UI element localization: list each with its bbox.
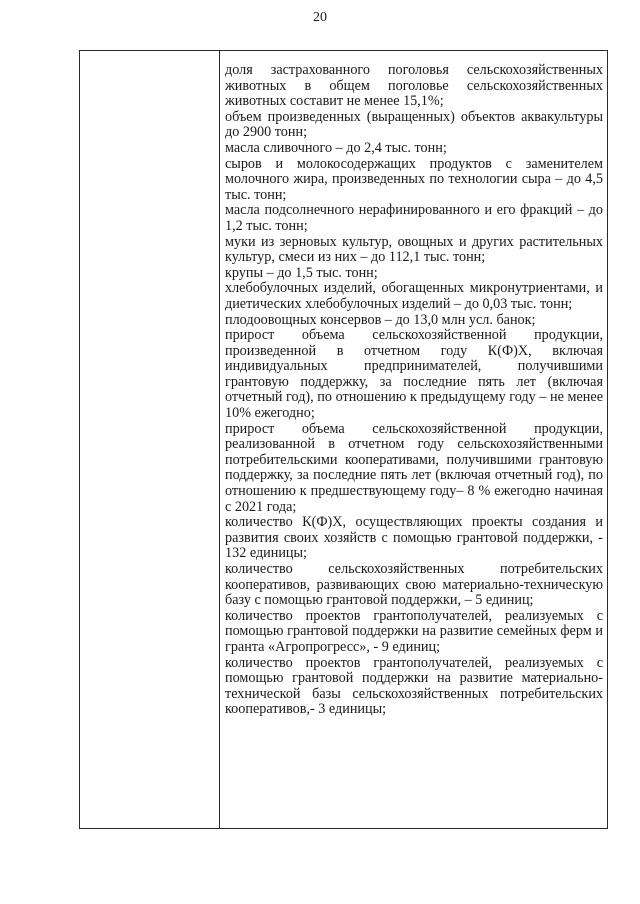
paragraph-sunflower-oil: масла подсолнечного нерафинированного и его фракций – до 1,2 тыс. тонн; <box>225 202 603 234</box>
paragraph-bakery: хлебобулочных изделий, обогащенных микронутриентами, и диетических хлебобулочных изделий – до 0,03 тыс. тонн; <box>225 280 603 312</box>
paragraph-groats: крупы – до 1,5 тыс. тонн; <box>225 264 378 281</box>
paragraph-insured-livestock: доля застрахованного поголовья сельскохозяйственных животных в общем поголовье сельскохозяйственных животных составит не менее 15,1%; <box>225 62 603 110</box>
paragraph-flour: муки из зерновых культур, овощных и других растительных культур, смеси из них – до 112,1 тыс. тонн; <box>225 233 603 266</box>
page-number: 20 <box>313 10 327 25</box>
table-right-cell <box>220 51 607 828</box>
document-table <box>79 50 608 829</box>
paragraph-farm-projects-count: количество К(Ф)Х, осуществляющих проекты создания и развития своих хозяйств с помощью грантовой поддержки, - 132 единицы; <box>225 514 603 562</box>
paragraph-butter: масла сливочного – до 2,4 тыс. тонн; <box>225 139 447 156</box>
table-left-cell <box>80 51 220 828</box>
paragraph-cooperatives-count: количество сельскохозяйственных потребительских кооперативов, развивающих свою материально-техническую базу с помощью грантовой поддержки, – 5 единиц; <box>225 561 603 609</box>
paragraph-cheese: сыров и молокосодержащих продуктов с заменителем молочного жира, произведенных по технологии сыра – до 4,5 тыс. тонн; <box>225 155 603 203</box>
paragraph-canned-goods: плодоовощных консервов – до 13,0 млн усл. банок; <box>225 311 536 328</box>
paragraph-aquaculture: объем произведенных (выращенных) объектов аквакультуры до 2900 тонн; <box>225 108 603 141</box>
paragraph-cooperative-base-projects: количество проектов грантополучателей, реализуемых с помощью грантовой поддержки на развитие материально-технической базы сельскохозяйственных потребительских кооперативов,- 3 единицы; <box>225 654 603 718</box>
paragraph-family-farm-projects: количество проектов грантополучателей, реализуемых с помощью грантовой поддержки на развитие семейных ферм и гранта «Агропрогресс», - 9 единиц; <box>225 607 603 655</box>
paragraph-farm-production-growth: прирост объема сельскохозяйственной продукции, произведенной в отчетном году К(Ф)Х, включая индивидуальных предпринимателей, получившими грантовую поддержку, за последние пять лет (включая отчетный год), по отношению к предыдущему году – не менее 10% ежегодно; <box>225 327 603 422</box>
paragraph-cooperative-sales-growth: прирост объема сельскохозяйственной продукции, реализованной в отчетном году сельскохозяйственными потребительскими кооперативами, получившими грантовую поддержку, за последние пять лет (включая отчетный год), по отношению к предшествующему году– 8 % ежегодно начиная с 2021 года; <box>225 420 603 515</box>
